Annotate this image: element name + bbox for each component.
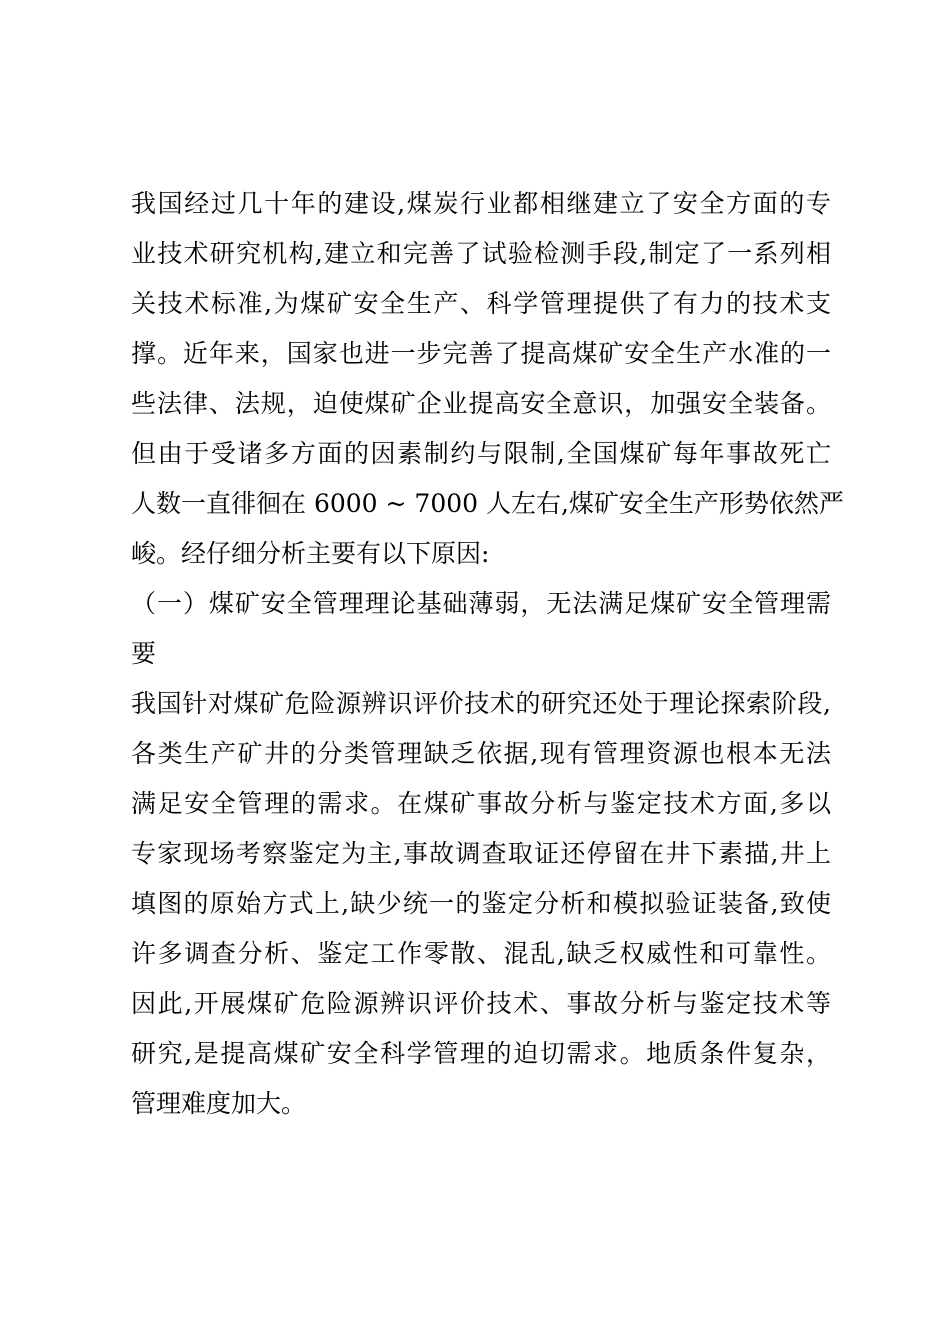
section-heading-line-2: 要 [131, 639, 157, 668]
paragraph-1-line-4: 撑。近年来，国家也进一步完善了提高煤矿安全生产水准的一 [131, 339, 831, 368]
paragraph-2-line-9: 管理难度加大。 [131, 1089, 307, 1118]
section-heading-line-1: （一）煤矿安全管理理论基础薄弱，无法满足煤矿安全管理需 [131, 589, 831, 618]
paragraph-2-line-6: 许多调查分析、鉴定工作零散、混乱,缺乏权威性和可靠性。 [131, 939, 831, 968]
paragraph-2-line-1: 我国针对煤矿危险源辨识评价技术的研究还处于理论探索阶段, [131, 689, 831, 718]
paragraph-1-line-6: 但由于受诸多方面的因素制约与限制,全国煤矿每年事故死亡 [131, 439, 831, 468]
paragraph-2-line-8: 研究,是提高煤矿安全科学管理的迫切需求。地质条件复杂， [131, 1039, 831, 1068]
paragraph-1-line-1: 我国经过几十年的建设,煤炭行业都相继建立了安全方面的专 [131, 189, 831, 218]
paragraph-1-line-7: 人数一直徘徊在 6000 ~ 7000 人左右,煤矿安全生产形势依然严 [131, 489, 844, 518]
paragraph-2-line-3: 满足安全管理的需求。在煤矿事故分析与鉴定技术方面,多以 [131, 789, 831, 818]
paragraph-2-line-4: 专家现场考察鉴定为主,事故调查取证还停留在井下素描,井上 [131, 839, 831, 868]
paragraph-1-line-8: 峻。经仔细分析主要有以下原因: [131, 539, 490, 568]
paragraph-2-line-7: 因此,开展煤矿危险源辨识评价技术、事故分析与鉴定技术等 [131, 989, 831, 1018]
paragraph-1-line-3: 关技术标准,为煤矿安全生产、科学管理提供了有力的技术支 [131, 289, 831, 318]
paragraph-1-line-2: 业技术研究机构,建立和完善了试验检测手段,制定了一系列相 [131, 239, 831, 268]
paragraph-2-line-2: 各类生产矿井的分类管理缺乏依据,现有管理资源也根本无法 [131, 739, 831, 768]
paragraph-2-line-5: 填图的原始方式上,缺少统一的鉴定分析和模拟验证装备,致使 [131, 889, 831, 918]
paragraph-1-line-5: 些法律、法规，迫使煤矿企业提高安全意识，加强安全装备。 [131, 389, 831, 418]
